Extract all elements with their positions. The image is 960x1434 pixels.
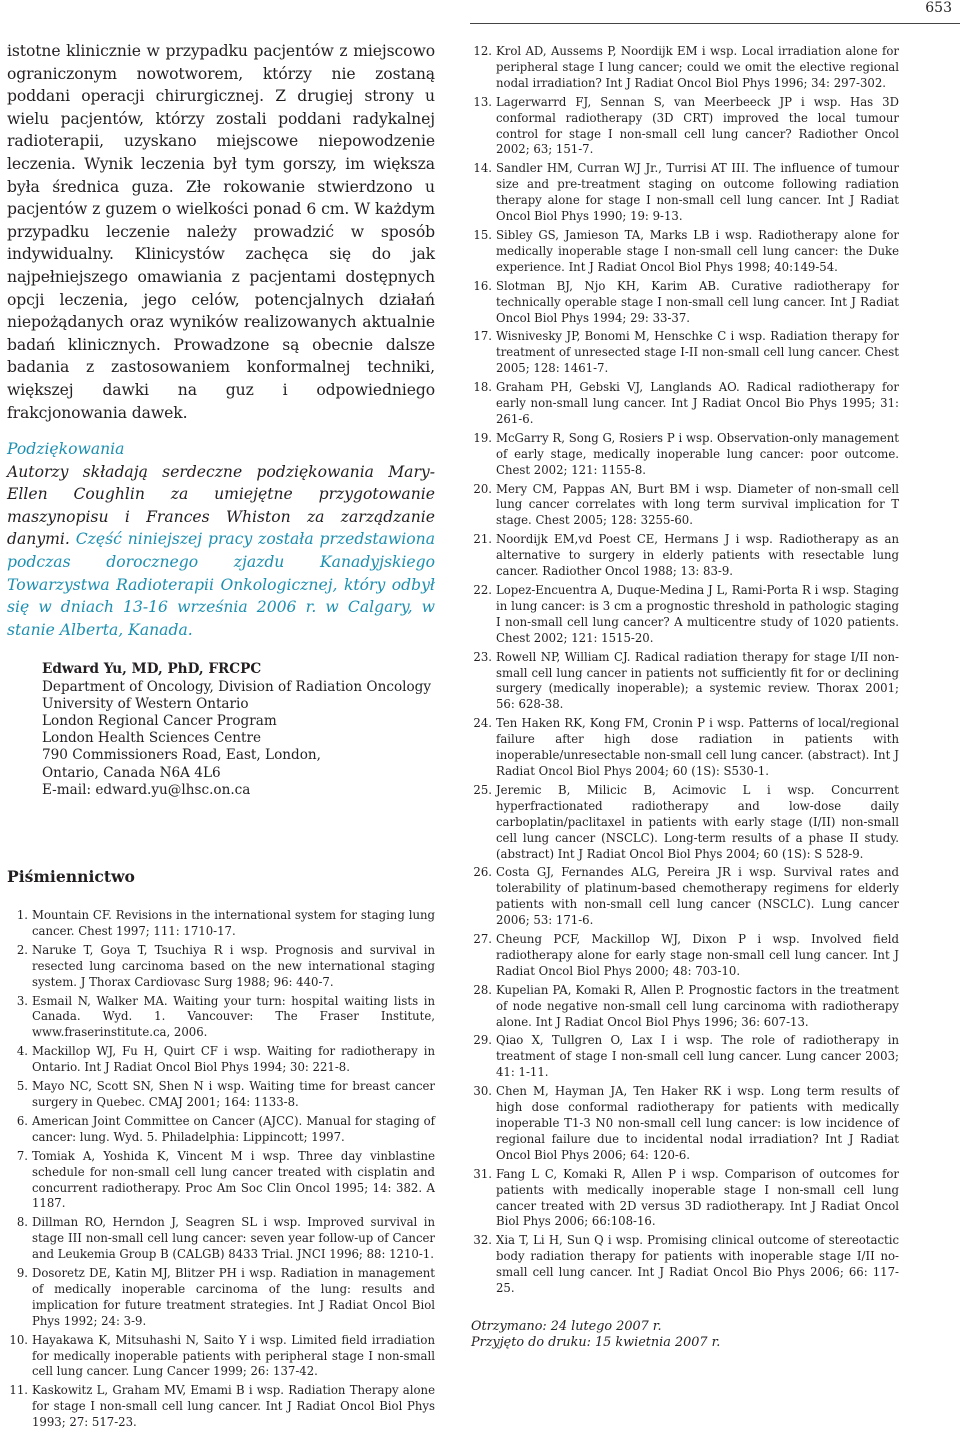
reference-text: Wisnivesky JP, Bonomi M, Henschke C i wsp. Radiation therapy for treatment of unresected stage I-II non-small cell lung cancer. Chest 2005; 128: 1461-7. [496,329,899,376]
dates-block [471,1319,899,1351]
reference-item [471,865,899,929]
reference-number: 26. [473,865,492,880]
reference-number: 19. [473,430,492,445]
right-column [471,44,899,1351]
reference-text: American Joint Committee on Cancer (AJCC). Manual for staging of cancer: lung. Wyd. 5. Philadelphia: Lippincott; 1997. [32,1113,435,1144]
reference-text: Rowell NP, William CJ. Radical radiation therapy for stage I/II non-small cell lung cancer in patients not sufficiently fit for or declining surgery (medically inoperable); a systemic review. Thorax 2001; 56: 628-38. [496,649,899,712]
reference-text: Fang L C, Komaki R, Allen P i wsp. Comparison of outcomes for patients with medically inoperable stage I non-small cell lung cancer treated with 2D versus 3D radiotherapy. Int J Radiat Oncol Biol Phys 2006; 66:108-16. [496,1166,899,1229]
received-date: Otrzymano: 24 lutego 2007 r. [471,1318,662,1334]
reference-item [7,1383,435,1431]
reference-number: 14. [473,161,492,176]
reference-item [471,482,899,530]
reference-text: Mery CM, Pappas AN, Burt BM i wsp. Diameter of non-small cell lung cancer correlates with long term survival implication for T stage. Chest 2005; 128: 3255-60. [496,481,899,528]
reference-text: Xia T, Li H, Sun Q i wsp. Promising clinical outcome of stereotactic body radiation therapy for patients with inoperable stage I/II no-small cell lung cancer. Int J Radiat Oncol Bio Phys 2006; 66: 117-25. [496,1233,899,1296]
reference-item [7,1044,435,1076]
address-line: Ontario, Canada N6A 4L6 [42,764,221,781]
reference-number: 3. [16,993,28,1008]
reference-text: Dosoretz DE, Katin MJ, Blitzer PH i wsp. Radiation in management of medically inoperable carcinoma of the lung: results and implication for future treatment strategies. Int J Radiat Oncol Biol Phys 1992; 24: 3-9. [32,1266,435,1328]
reference-text: Kaskowitz L, Graham MV, Emami B i wsp. Radiation Therapy alone for stage I non-small cell lung cancer. Int J Radiat Oncol Biol Phys 1993; 27: 517-23. [32,1383,435,1430]
reference-text: Noordijk EM,vd Poest CE, Hermans J i wsp. Radiotherapy as an alternative to surgery in elderly patients with resectable lung cancer. Radiother Oncol 1988; 13: 83-9. [496,532,899,579]
reference-item [471,783,899,863]
acknowledgements-text-part1: Autorzy składają serdeczne podziękowania Mary-Ellen Coughlin za umiejętne przygotowanie maszynopisu i Frances Whiston za zarządzanie danymi. [7,462,435,549]
reference-text: Sandler HM, Curran WJ Jr., Turrisi AT III. The influence of tumour size and pre-treatment staging on outcome following radiation therapy alone for stage I non-small cell lung cancer. Int J Radiat Oncol Biol Phys 1990; 19: 9-13. [496,161,899,224]
reference-text: Costa GJ, Fernandes ALG, Pereira JR i wsp. Survival rates and tolerability of platinum-based chemotherapy regimens for elderly patients with non-small cell lung cancer (NSCLC). Lung cancer 2006; 53: 171-6. [496,865,899,928]
reference-text: Tomiak A, Yoshida K, Vincent M i wsp. Three day vinblastine schedule for non-small cell lung cancer treated with cisplatin and concurrent radiotherapy. Proc Am Soc Clin Oncol 1995; 14: 382. A 1187. [32,1148,435,1211]
reference-text: Graham PH, Gebski VJ, Langlands AO. Radical radiotherapy for early non-small lung cancer. Int J Radiat Oncol Bio Phys 1995; 31: 261-6. [496,380,899,426]
address-line: 790 Commissioners Road, East, London, [42,747,321,764]
reference-item [471,95,899,159]
reference-item [7,994,435,1042]
acknowledgements-text-part2: Część niniejszej pracy została przedstawiona podczas dorocznego zjazdu Kanadyjskiego Towarzystwa Radioterapii Onkologicznej, który odbył się w dniach 13-16 września 2006 r. w Calgary, w stanie Alberta, Kanada. [7,530,435,639]
reference-item [471,161,899,225]
reference-item [471,932,899,980]
reference-text: Lagerwarrd FJ, Sennan S, van Meerbeeck JP i wsp. Has 3D conformal radiotherapy (3D CRT) improved the local tumour control for stage I non-small cell lung cancer? Radiother Oncol 2002; 63; 151-7. [496,94,899,157]
reference-item [7,943,435,991]
body-paragraph: istotne klinicznie w przypadku pacjentów z miejscowo ograniczonym nowotworem, którzy nie zostaną poddani operacji chirurgicznej. Z drugiej strony u wielu pacjentów, którzy zostali poddani radykalnej radioterapii, uzyskano miejscowe niepowodzenie leczenia. Wynik leczenia był tym gorszy, im większa była średnica guza. Złe rokowanie stwierdzono u pacjentów z guzem o wielkości ponad 6 cm. W każdym przypadku leczenie należy prowadzić w sposób indywidualny. Klinicystów zachęca się do jak najpełniejszego omawiania z pacjentami dostępnych opcji leczenia, jego celów, potencjalnych działań niepożądanych oraz wyników realizowanych aktualnie badań klinicznych. Prowadzone są obecnie dalsze badania z zastosowaniem konformalnej techniki, większej dawki na guz i odpowiedniego frakcjonowania dawek. [7,42,435,422]
address-line: London Health Sciences Centre [42,730,262,747]
reference-number: 16. [473,278,492,293]
reference-number: 13. [473,94,492,109]
reference-number: 6. [16,1113,28,1128]
reference-item [7,1079,435,1111]
reference-number: 32. [473,1233,492,1248]
reference-item [471,44,899,92]
reference-text: Mackillop WJ, Fu H, Quirt CF i wsp. Waiting for radiotherapy in Ontario. Int J Radiat Oncol Biol Phys 1994; 30: 221-8. [32,1044,435,1075]
reference-item [471,228,899,276]
address-line: Department of Oncology, Division of Radiation Oncology [42,678,432,695]
reference-number: 4. [16,1044,28,1059]
reference-number: 28. [473,982,492,997]
reference-number: 25. [473,782,492,797]
reference-item [471,431,899,479]
reference-text: Naruke T, Goya T, Tsuchiya R i wsp. Prognosis and survival in resected lung carcinoma based on the new international staging system. J Thorax Cardiovasc Surg 1988; 96: 440-7. [32,942,435,989]
reference-text: Kupelian PA, Komaki R, Allen P. Prognostic factors in the treatment of node negative non-small cell lung carcinoma with radiotherapy alone. Int J Radiat Oncol Biol Phys 1996; 36: 607-13. [496,982,899,1029]
author-name: Edward Yu, MD, PhD, FRCPC [42,661,262,678]
reference-number: 2. [16,942,28,957]
reference-text: Sibley GS, Jamieson TA, Marks LB i wsp. Radiotherapy alone for medically inoperable stage I non-small cell lung cancer: the Duke experience. Int J Radiat Oncol Biol Phys 1998; 40:149-54. [496,227,899,274]
references-heading: Piśmiennictwo [7,867,135,886]
references-list-left [7,908,435,1431]
reference-item [471,329,899,377]
email-line: E-mail: edward.yu@lhsc.on.ca [42,781,251,798]
reference-number: 17. [473,329,492,344]
page-number: 653 [925,0,952,16]
reference-item [7,908,435,940]
reference-number: 10. [9,1332,28,1347]
reference-item [471,1233,899,1297]
header-rule [470,23,960,24]
address-line: London Regional Cancer Program [42,713,277,730]
reference-item [7,1149,435,1213]
reference-text: Cheung PCF, Mackillop WJ, Dixon P i wsp. Involved field radiotherapy alone for early stage non-small cell lung cancer. Int J Radiat Oncol Biol Phys 2000; 48: 703-10. [496,932,899,978]
reference-item [471,583,899,647]
reference-number: 30. [473,1084,492,1099]
reference-number: 31. [473,1166,492,1181]
reference-number: 12. [473,44,492,58]
reference-number: 18. [473,380,492,395]
reference-number: 1. [16,908,28,922]
reference-text: Slotman BJ, Njo KH, Karim AB. Curative radiotherapy for technically operable stage I non-small cell lung cancer. Int J Radiat Oncol Biol Phys 1994; 29: 33-37. [496,278,899,325]
reference-text: Mayo NC, Scott SN, Shen N i wsp. Waiting time for breast cancer surgery in Quebec. CMAJ 2001; 164: 1133-8. [32,1079,435,1109]
reference-item [7,1215,435,1263]
reference-number: 8. [16,1215,28,1230]
acknowledgements-text [7,461,435,642]
reference-item [471,1084,899,1164]
reference-item [7,1333,435,1381]
reference-item [471,532,899,580]
reference-number: 9. [16,1266,28,1281]
reference-text: Krol AD, Aussems P, Noordijk EM i wsp. Local irradiation alone for peripheral stage I lung cancer; could we omit the elective regional nodal irradiation? Int J Radiat Oncol Biol Phys 1996; 34: 297-302. [496,44,899,90]
address-line: University of Western Ontario [42,695,249,712]
reference-number: 21. [473,532,492,547]
reference-number: 5. [16,1079,28,1094]
reference-item [471,650,899,714]
reference-number: 22. [473,583,492,597]
reference-text: Mountain CF. Revisions in the international system for staging lung cancer. Chest 1997; 111: 1710-17. [32,908,435,938]
reference-number: 11. [9,1383,28,1398]
reference-text: Jeremic B, Milicic B, Acimovic L i wsp. Concurrent hyperfractionated radiotherapy and low-dose daily carboplatin/paclitaxel in patients with early stage (I/II) non-small cell lung cancer (NSCLC). Long-term results of a phase II study. (abstract) Int J Radiat Oncol Biol Phys 2004; 60 (1S): S 528-9. [496,782,899,861]
reference-number: 29. [473,1033,492,1048]
reference-number: 24. [473,716,492,731]
reference-text: Qiao X, Tullgren O, Lax I i wsp. The role of radiotherapy in treatment of stage I non-small cell lung cancer. Lung cancer 2003; 41: 1-11. [496,1033,899,1080]
reference-text: McGarry R, Song G, Rosiers P i wsp. Observation-only management of early stage, medically inoperable lung cancer: poor outcome. Chest 2002; 121: 1155-8. [496,430,899,477]
reference-item [471,983,899,1031]
reference-number: 27. [473,932,492,947]
reference-item [471,716,899,780]
references-list-right [471,44,899,1297]
reference-item [7,1114,435,1146]
reference-item [471,279,899,327]
reference-item [471,1033,899,1081]
reference-number: 7. [16,1148,28,1163]
reference-text: Lopez-Encuentra A, Duque-Medina J L, Rami-Porta R i wsp. Staging in lung cancer: is 3 cm a prognostic threshold in pathologic staging I non-small cell lung cancer? A multicentre study of 1020 patients. Chest 2002; 121: 1515-20. [496,583,899,645]
reference-number: 15. [473,227,492,242]
reference-text: Ten Haken RK, Kong FM, Cronin P i wsp. Patterns of local/regional failure after high dose radiation in patients with inoperable/unresectable non-small cell lung cancer. (abstract). Int J Radiat Oncol Biol Phys 2004; 60 (1S): S530-1. [496,716,899,778]
accepted-date: Przyjęto do druku: 15 kwietnia 2007 r. [471,1334,721,1350]
reference-text: Chen M, Hayman JA, Ten Haker RK i wsp. Long term results of high dose conformal radiotherapy for patients with medically inoperable T1-3 N0 non-small cell lung cancer: is low incidence of regional failure due to incidental nodal irradiation? Int J Radiat Oncol Biol Phys 2006; 64: 120-6. [496,1084,899,1162]
references-left-column [7,908,435,1434]
left-column [7,40,435,799]
acknowledgements-heading: Podziękowania [7,440,125,459]
reference-item [471,1167,899,1231]
correspondence-address [42,661,435,799]
reference-item [471,380,899,428]
reference-number: 23. [473,649,492,664]
reference-text: Esmail N, Walker MA. Waiting your turn: hospital waiting lists in Canada. Wyd. 1. Vancouver: The Fraser Institute, www.fraserinstitute.ca, 2006. [32,993,435,1040]
reference-item [7,1266,435,1330]
reference-number: 20. [473,481,492,496]
reference-text: Hayakawa K, Mitsuhashi N, Saito Y i wsp. Limited field irradiation for medically inoperable patients with peripheral stage I non-small cell lung cancer. Lung Cancer 1999; 26: 137-42. [32,1332,435,1379]
reference-text: Dillman RO, Herndon J, Seagren SL i wsp. Improved survival in stage III non-small cell lung cancer: seven year follow-up of Cancer and Leukemia Group B (CALGB) 8433 Trial. JNCI 1996; 88: 1210-1. [32,1215,435,1262]
